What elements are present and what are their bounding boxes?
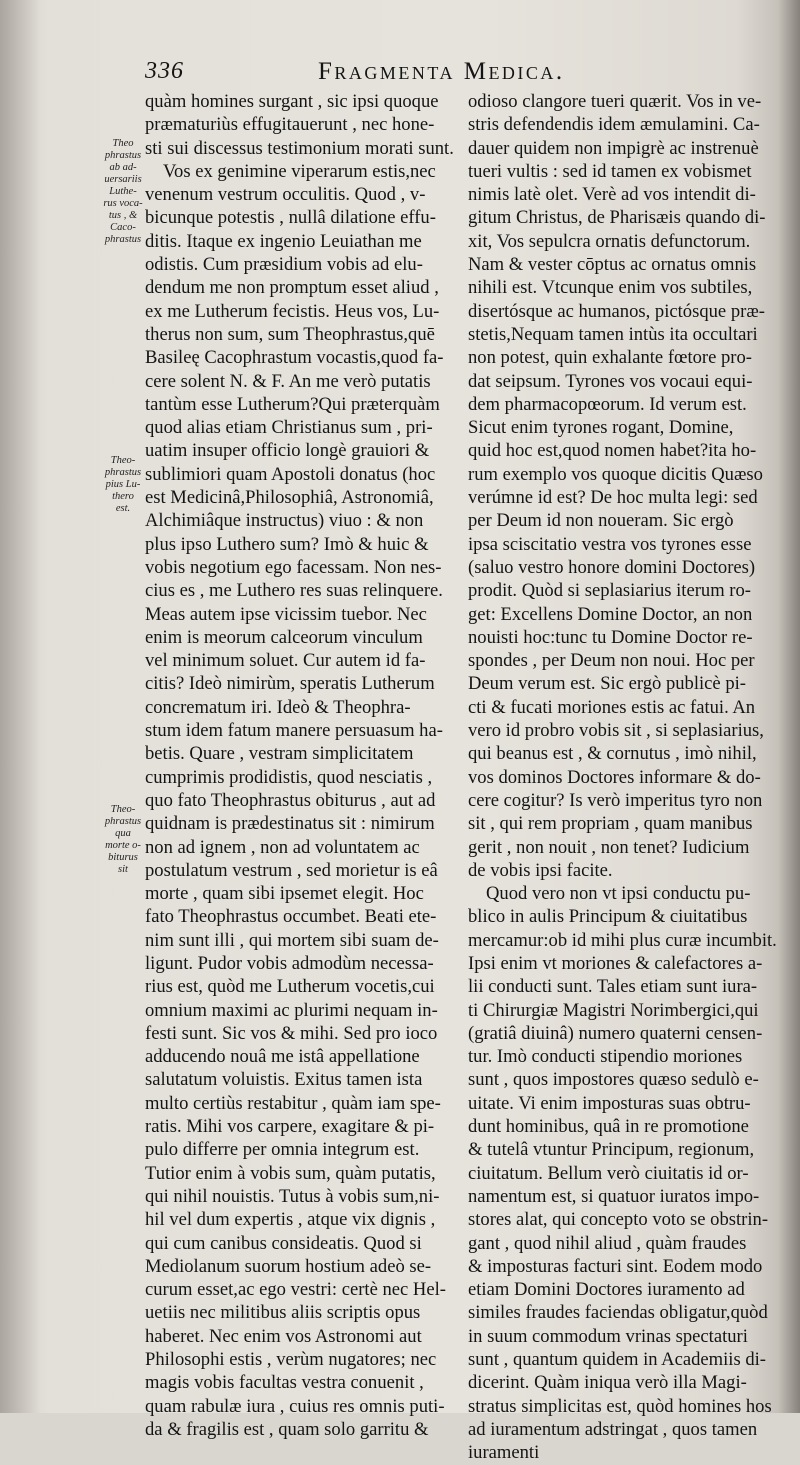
text-line: omnium maximi ac plurimi nequam in-	[145, 999, 438, 1021]
text-line: concrematum iri. Ideò & Theophra-	[145, 696, 411, 718]
text-line: uatim insuper officio longè grauiori &	[145, 440, 430, 462]
text-line: quid hoc est,quod nomen habet?ita ho-	[468, 440, 757, 462]
text-line: disertósque ac humanos, pictósque præ-	[468, 300, 765, 322]
text-line: salutatum voluistis. Exitus tamen ista	[145, 1069, 423, 1091]
text-line: Basileę Cacophrastum vocastis,quod fa-	[145, 347, 444, 369]
text-line: in suum commodum vrinas spectaturi	[468, 1325, 748, 1347]
margin-note-line: ab ad-	[109, 162, 137, 173]
text-line: lii conducti sunt. Tales etiam sunt iura-	[468, 976, 758, 998]
text-line: cere solent N. & F. An me verò putatis	[145, 370, 431, 392]
text-line: ciuitatum. Bellum verò ciuitatis id or-	[468, 1162, 749, 1184]
margin-note-line: pius Lu-	[105, 479, 141, 490]
text-line: nouisti hoc:tunc tu Domine Doctor re-	[468, 626, 753, 648]
text-line: magis vobis facultas vestra conuenit ,	[145, 1372, 424, 1394]
margin-note-line: sit	[118, 864, 128, 875]
text-line: (gratiâ diuinâ) numero quaterni censen-	[468, 1022, 763, 1044]
text-line: odioso clangore tueri quærit. Vos in ve-	[468, 91, 762, 112]
text-line: per Deum id non noueram. Sic ergò	[468, 510, 734, 532]
running-head: Fragmenta Medica.	[318, 58, 565, 85]
text-line: ti Chirurgiæ Magistri Norimbergici,qui	[468, 999, 759, 1021]
text-line: dunt hominibus, quâ in re promotione	[468, 1116, 749, 1138]
text-line: qui cum canibus consideatis. Quod si	[145, 1232, 422, 1254]
text-line: hil vel dum expertis , atque vix dignis ,	[145, 1209, 436, 1231]
text-line: curum esset,ac ego vestri: certè nec Hel-	[145, 1279, 446, 1301]
margin-note-line: tus , &	[108, 210, 138, 221]
text-line: da & fragilis est , quam solo garritu &	[145, 1418, 429, 1440]
text-line: & tutelâ vtuntur Principum, regionum,	[468, 1139, 755, 1161]
text-line: Ipsi enim vt moriones & calefactores a-	[468, 952, 763, 974]
margin-note-line: thero	[112, 491, 134, 502]
text-line: odistis. Cum præsidium vobis ad elu-	[145, 254, 423, 276]
text-line: stetis,Nequam tamen intùs ita occultari	[468, 323, 758, 345]
text-line: quod alias etiam Christianus sum , pri-	[145, 417, 433, 439]
text-line: non potest, quin exhalante fœtore pro-	[468, 347, 752, 369]
text-line: enim is meorum calceorum vinculum	[145, 626, 423, 648]
margin-note-line: Caco-	[110, 222, 136, 233]
text-line: verúmne id est? De hoc multa legi: sed	[468, 487, 758, 509]
page-number: 336	[145, 58, 184, 84]
margin-note-line: phrastus	[104, 816, 142, 827]
text-line: blico in aulis Principum & ciuitatibus	[468, 906, 748, 928]
text-line: stores alat, qui concepto voto se obstrin-	[468, 1209, 769, 1231]
text-line: Philosophi estis , verùm nugatores; nec	[145, 1349, 437, 1371]
margin-note-line: phrastus	[104, 467, 142, 478]
text-line: venenum vestrum occulitis. Quod , v-	[145, 184, 426, 206]
text-line: citis? Ideò nimirùm, speratis Lutherum	[145, 673, 435, 695]
margin-note-line: Luthe-	[109, 186, 137, 197]
margin-note-line: biturus	[108, 852, 138, 863]
text-line: tur. Imò conducti stipendio moriones	[468, 1046, 743, 1068]
text-line: ligunt. Pudor vobis admodùm necessa-	[145, 952, 434, 974]
text-line: non ad ignem , non ad voluntatem ac	[145, 836, 420, 858]
text-line: fato Theophrastus occumbet. Beati ete-	[145, 906, 437, 928]
text-line: nimis latè olet. Verè ad vos intendit di-	[468, 184, 756, 206]
text-line: de vobis ipsi facite.	[468, 859, 613, 881]
text-line: vero id probro vobis sit , si seplasiarius,	[468, 720, 764, 742]
margin-note	[98, 455, 148, 515]
text-line: quam rabulæ iura , cuius res omnis puti-	[145, 1395, 445, 1417]
text-line: uitate. Vi enim imposturas suas obtru-	[468, 1092, 751, 1114]
text-line: xit, Vos sepulcra ornatis defunctorum.	[468, 230, 751, 252]
text-line: gitum Christus, de Pharisæis quando di-	[468, 207, 766, 229]
text-line: Quod vero non vt ipsi conductu pu-	[486, 883, 751, 905]
text-line: sti sui discessus testimonium morati sunt.	[145, 137, 454, 159]
text-line: ad iuramentum adstringat , quos tamen	[468, 1418, 758, 1440]
text-line: mercamur:ob id mihi plus curæ incumbit.	[468, 929, 777, 951]
text-line: festi sunt. Sic vos & mihi. Sed pro ioco	[145, 1022, 438, 1044]
margin-note	[98, 804, 148, 876]
text-line: sunt , quantum quidem in Academiis di-	[468, 1349, 766, 1371]
margin-note-line: Theo-	[110, 455, 136, 466]
text-line: iuramenti	[468, 1442, 540, 1464]
text-line: stratus simplicitas est, quòd homines hos	[468, 1395, 772, 1417]
text-line: betis. Quare , vestram simplicitatem	[145, 743, 414, 765]
text-line: vel minimum soluet. Cur autem id fa-	[145, 650, 426, 672]
text-line: ratis. Mihi vos carpere, exagitare & pi-	[145, 1116, 435, 1138]
text-line: similes fraudes faciendas obligatur,quòd	[468, 1302, 768, 1324]
text-line: sit , qui rem propriam , quam manibus	[468, 813, 753, 835]
text-line: dicerint. Quàm iniqua verò illa Magi-	[468, 1372, 747, 1394]
margin-note-line: Theo-	[110, 804, 136, 815]
text-line: gant , quod nihil aliud , quàm fraudes	[468, 1232, 747, 1254]
margin-note-line: est.	[115, 503, 131, 514]
text-line: plus ipso Luthero sum? Imò & huic &	[145, 533, 429, 555]
text-line: Tutior enim à vobis sum, quàm putatis,	[145, 1162, 436, 1184]
text-line: adducendo nouâ me istâ appellatione	[145, 1046, 420, 1068]
text-line: Alchimiâque instructus) viuo : & non	[145, 510, 424, 532]
text-line: morte , quam sibi ipsemet elegit. Hoc	[145, 883, 424, 905]
text-line: cumprimis prodidistis, quod nesciatis ,	[145, 766, 433, 788]
text-line: quo fato Theophrastus obiturus , aut ad	[145, 789, 436, 811]
text-line: Vos ex genimine viperarum estis,nec	[163, 160, 436, 182]
text-line: nihili est. Vtcunque enim vos subtiles,	[468, 277, 753, 299]
text-line: & imposturas facturi sint. Eodem modo	[468, 1255, 763, 1277]
text-line: Deum verum est. Sic ergò publicè pi-	[468, 673, 746, 695]
text-line: qui beanus est , & cornutus , imò nihil,	[468, 743, 757, 765]
text-line: cti & fucati moriones estis ac fatui. An	[468, 696, 756, 718]
text-line: cius es , me Luthero res suas relinquere.	[145, 580, 443, 602]
text-line: quàm homines surgant , sic ipsi quoque	[145, 91, 439, 112]
margin-note-line: phrastus	[104, 150, 142, 161]
text-line: dendum me non promptum esset aliud ,	[145, 277, 439, 299]
text-line: rum exemplo vos quoque dicitis Quæso	[468, 463, 763, 485]
text-line: est Medicinâ,Philosophiâ, Astronomiâ,	[145, 487, 434, 509]
text-line: uetiis nec militibus aliis scriptis opus	[145, 1302, 421, 1324]
text-line: ipsa sciscitatio vestra vos tyrones esse	[468, 533, 752, 555]
text-line: cere cogitur? Is verò imperitus tyro non	[468, 789, 763, 811]
text-line: namentum est, si quatuor iuratos impo-	[468, 1185, 760, 1207]
text-line: stum idem fatum manere persuasum ha-	[145, 720, 443, 742]
text-line: Nam & vester cōptus ac ornatus omnis	[468, 254, 757, 276]
text-line: stris defendendis idem æmulamini. Ca-	[468, 114, 760, 136]
text-line: (saluo vestro honore domini Doctores)	[468, 556, 756, 578]
margin-note-line: Theo	[112, 138, 134, 149]
text-line: dauer quidem non impigrè ac instrenuè	[468, 137, 759, 159]
text-line: etiam Domini Doctores iuramento ad	[468, 1279, 745, 1301]
text-line: haberet. Nec enim vos Astronomi aut	[145, 1325, 422, 1347]
text-line: spondes , per Deum non noui. Hoc per	[468, 650, 755, 672]
margin-note-line: rus voca-	[103, 198, 143, 209]
page-edge-shadow	[0, 0, 40, 1413]
text-line: qui nihil nouistis. Tutus à vobis sum,ni-	[145, 1185, 440, 1207]
text-line: postulatum vestrum , sed morietur is eâ	[145, 859, 438, 881]
text-line: Sicut enim tyrones rogant, Domine,	[468, 417, 734, 439]
text-line: sunt , quos impostores quæso sedulò e-	[468, 1069, 759, 1091]
text-line: rius est, quòd me Lutherum vocetis,cui	[145, 976, 435, 998]
text-line: multo certiùs restabitur , quàm iam spe-	[145, 1092, 441, 1114]
text-line: gerit , non nouit , non tenet? Iudicium	[468, 836, 750, 858]
text-line: sublimiori quam Apostoli donatus (hoc	[145, 463, 436, 485]
text-line: tueri vultis : sed id tamen ex vobismet	[468, 160, 752, 182]
text-line: quidnam is prædestinatus sit : nimirum	[145, 813, 435, 835]
text-line: dem pharmacopœorum. Id verum est.	[468, 393, 747, 415]
text-line: pulo differre per omnia integrum est.	[145, 1139, 420, 1161]
text-line: Mediolanum suorum hostium adeò se-	[145, 1255, 432, 1277]
text-line: Meas autem ipse vicissim tuebor. Nec	[145, 603, 427, 625]
text-line: prodit. Quòd si seplasiarius iterum ro-	[468, 580, 751, 602]
text-line: nim sunt illi , qui mortem sibi suam de-	[145, 929, 439, 951]
text-line: tantùm esse Lutherum?Qui præterquàm	[145, 393, 440, 415]
text-line: præmaturiùs effugitauerunt , nec hone-	[145, 114, 435, 136]
margin-note-line: qua	[115, 828, 131, 839]
left-text-column	[145, 90, 454, 1441]
text-line: ex me Lutherum fecistis. Heus vos, Lu-	[145, 300, 440, 322]
binding-shadow	[778, 0, 800, 1413]
text-line: therus non sum, sum Theophrastus,quē	[145, 323, 435, 345]
margin-note-line: phrastus	[104, 234, 142, 245]
text-line: bicunque potestis , nullâ dilatione effu-	[145, 207, 436, 229]
text-line: vobis negotium ego facessam. Non nes-	[145, 556, 442, 578]
text-line: get: Excellens Domine Doctor, an non	[468, 603, 753, 625]
text-line: vos dominos Doctores informare & do-	[468, 766, 761, 788]
margin-note	[98, 138, 148, 246]
margin-note-line: uersariis	[104, 174, 142, 185]
margin-note-line: morte o-	[105, 840, 141, 851]
text-line: ditis. Itaque ex ingenio Leuiathan me	[145, 230, 422, 252]
text-line: dat seipsum. Tyrones vos vocaui equi-	[468, 370, 753, 392]
right-text-column	[468, 90, 777, 1465]
